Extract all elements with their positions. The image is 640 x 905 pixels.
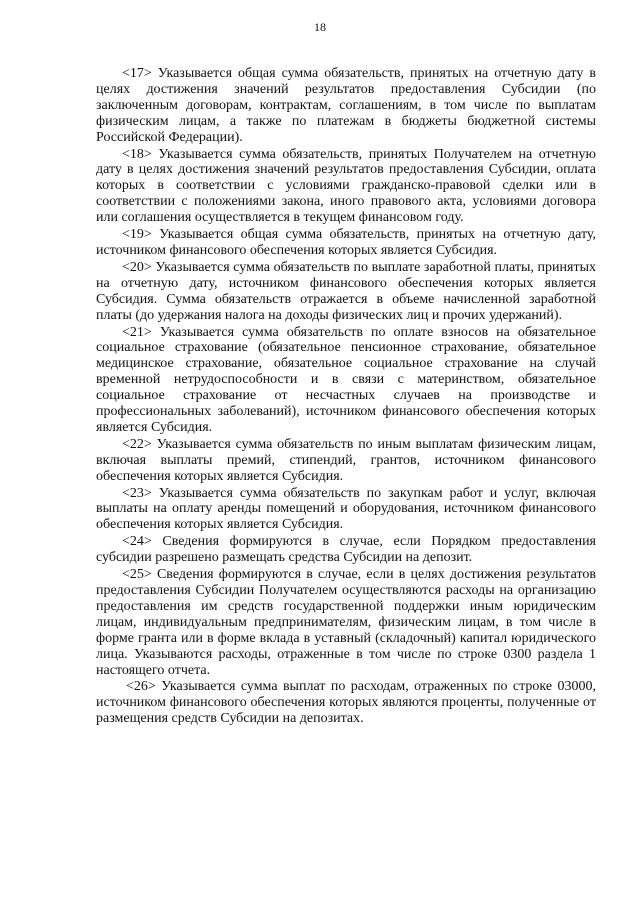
footnote-26: <26> Указывается сумма выплат по расходам, отраженных по строке 03000, источником финансового обеспечения которых являются проценты, полученные от размещения средств Субсидии на депозитах. (96, 679, 596, 727)
footnote-17: <17> Указывается общая сумма обязательств, принятых на отчетную дату в целях достижения значений результатов предоставления Субсидии (по заключенным договорам, контрактам, соглашениям, в том числе по выплатам физическим лицам, а также по платежам в бюджеты бюджетной системы Российской Федерации). (96, 66, 596, 145)
footnote-19: <19> Указывается общая сумма обязательств, принятых на отчетную дату, источником финансового обеспечения которых является Субсидия. (96, 227, 596, 258)
footnote-25: <25> Сведения формируются в случае, если в целях достижения результатов предоставления Субсидии Получателем осуществляются расходы на организацию предоставления им средств государственной поддержки иным юридическим лицам, индивидуальным предпринимателям, физическим лицам, в том числе в форме гранта или в форме вклада в уставный (складочный) капитал юридического лица. Указываются расходы, отраженные в том числе по строке 0300 раздела 1 настоящего отчета. (96, 567, 596, 678)
footnote-22: <22> Указывается сумма обязательств по иным выплатам физическим лицам, включая выплаты премий, стипендий, грантов, источником финансового обеспечения которых является Субсидия. (96, 436, 596, 484)
footnote-24: <24> Сведения формируются в случае, если Порядком предоставления субсидии разрешено размещать средства Субсидии на депозит. (96, 534, 596, 566)
footnotes-section (96, 66, 596, 728)
footnote-20: <20> Указывается сумма обязательств по выплате заработной платы, принятых на отчетную дату, источником финансового обеспечения которых является Субсидия. Сумма обязательств отражается в объеме начисленной заработной платы (до удержания налога на доходы физических лиц и прочих удержаний). (96, 259, 596, 323)
page-number: 18 (314, 20, 326, 34)
footnote-18: <18> Указывается сумма обязательств, принятых Получателем на отчетную дату в целях достижения значений результатов предоставления Субсидии, оплата которых в соответствии с условиями гражданско-правовой сделки или в соответствии с положениями закона, иного правового акта, условиями договора или соглашения осуществляется в текущем финансовом году. (96, 146, 596, 226)
footnote-21: <21> Указывается сумма обязательств по оплате взносов на обязательное социальное страхование (обязательное пенсионное страхование, обязательное медицинское страхование, обязательное социальное страхование на случай временной нетрудоспособности и в связи с материнством, обязательное социальное страхование от несчастных случаев на производстве и профессиональных заболеваний), источником финансового обеспечения которых является Субсидия. (96, 324, 596, 435)
footnote-23: <23> Указывается сумма обязательств по закупкам работ и услуг, включая выплаты на оплату аренды помещений и оборудования, источником финансового обеспечения которых является Субсидия. (96, 485, 596, 533)
